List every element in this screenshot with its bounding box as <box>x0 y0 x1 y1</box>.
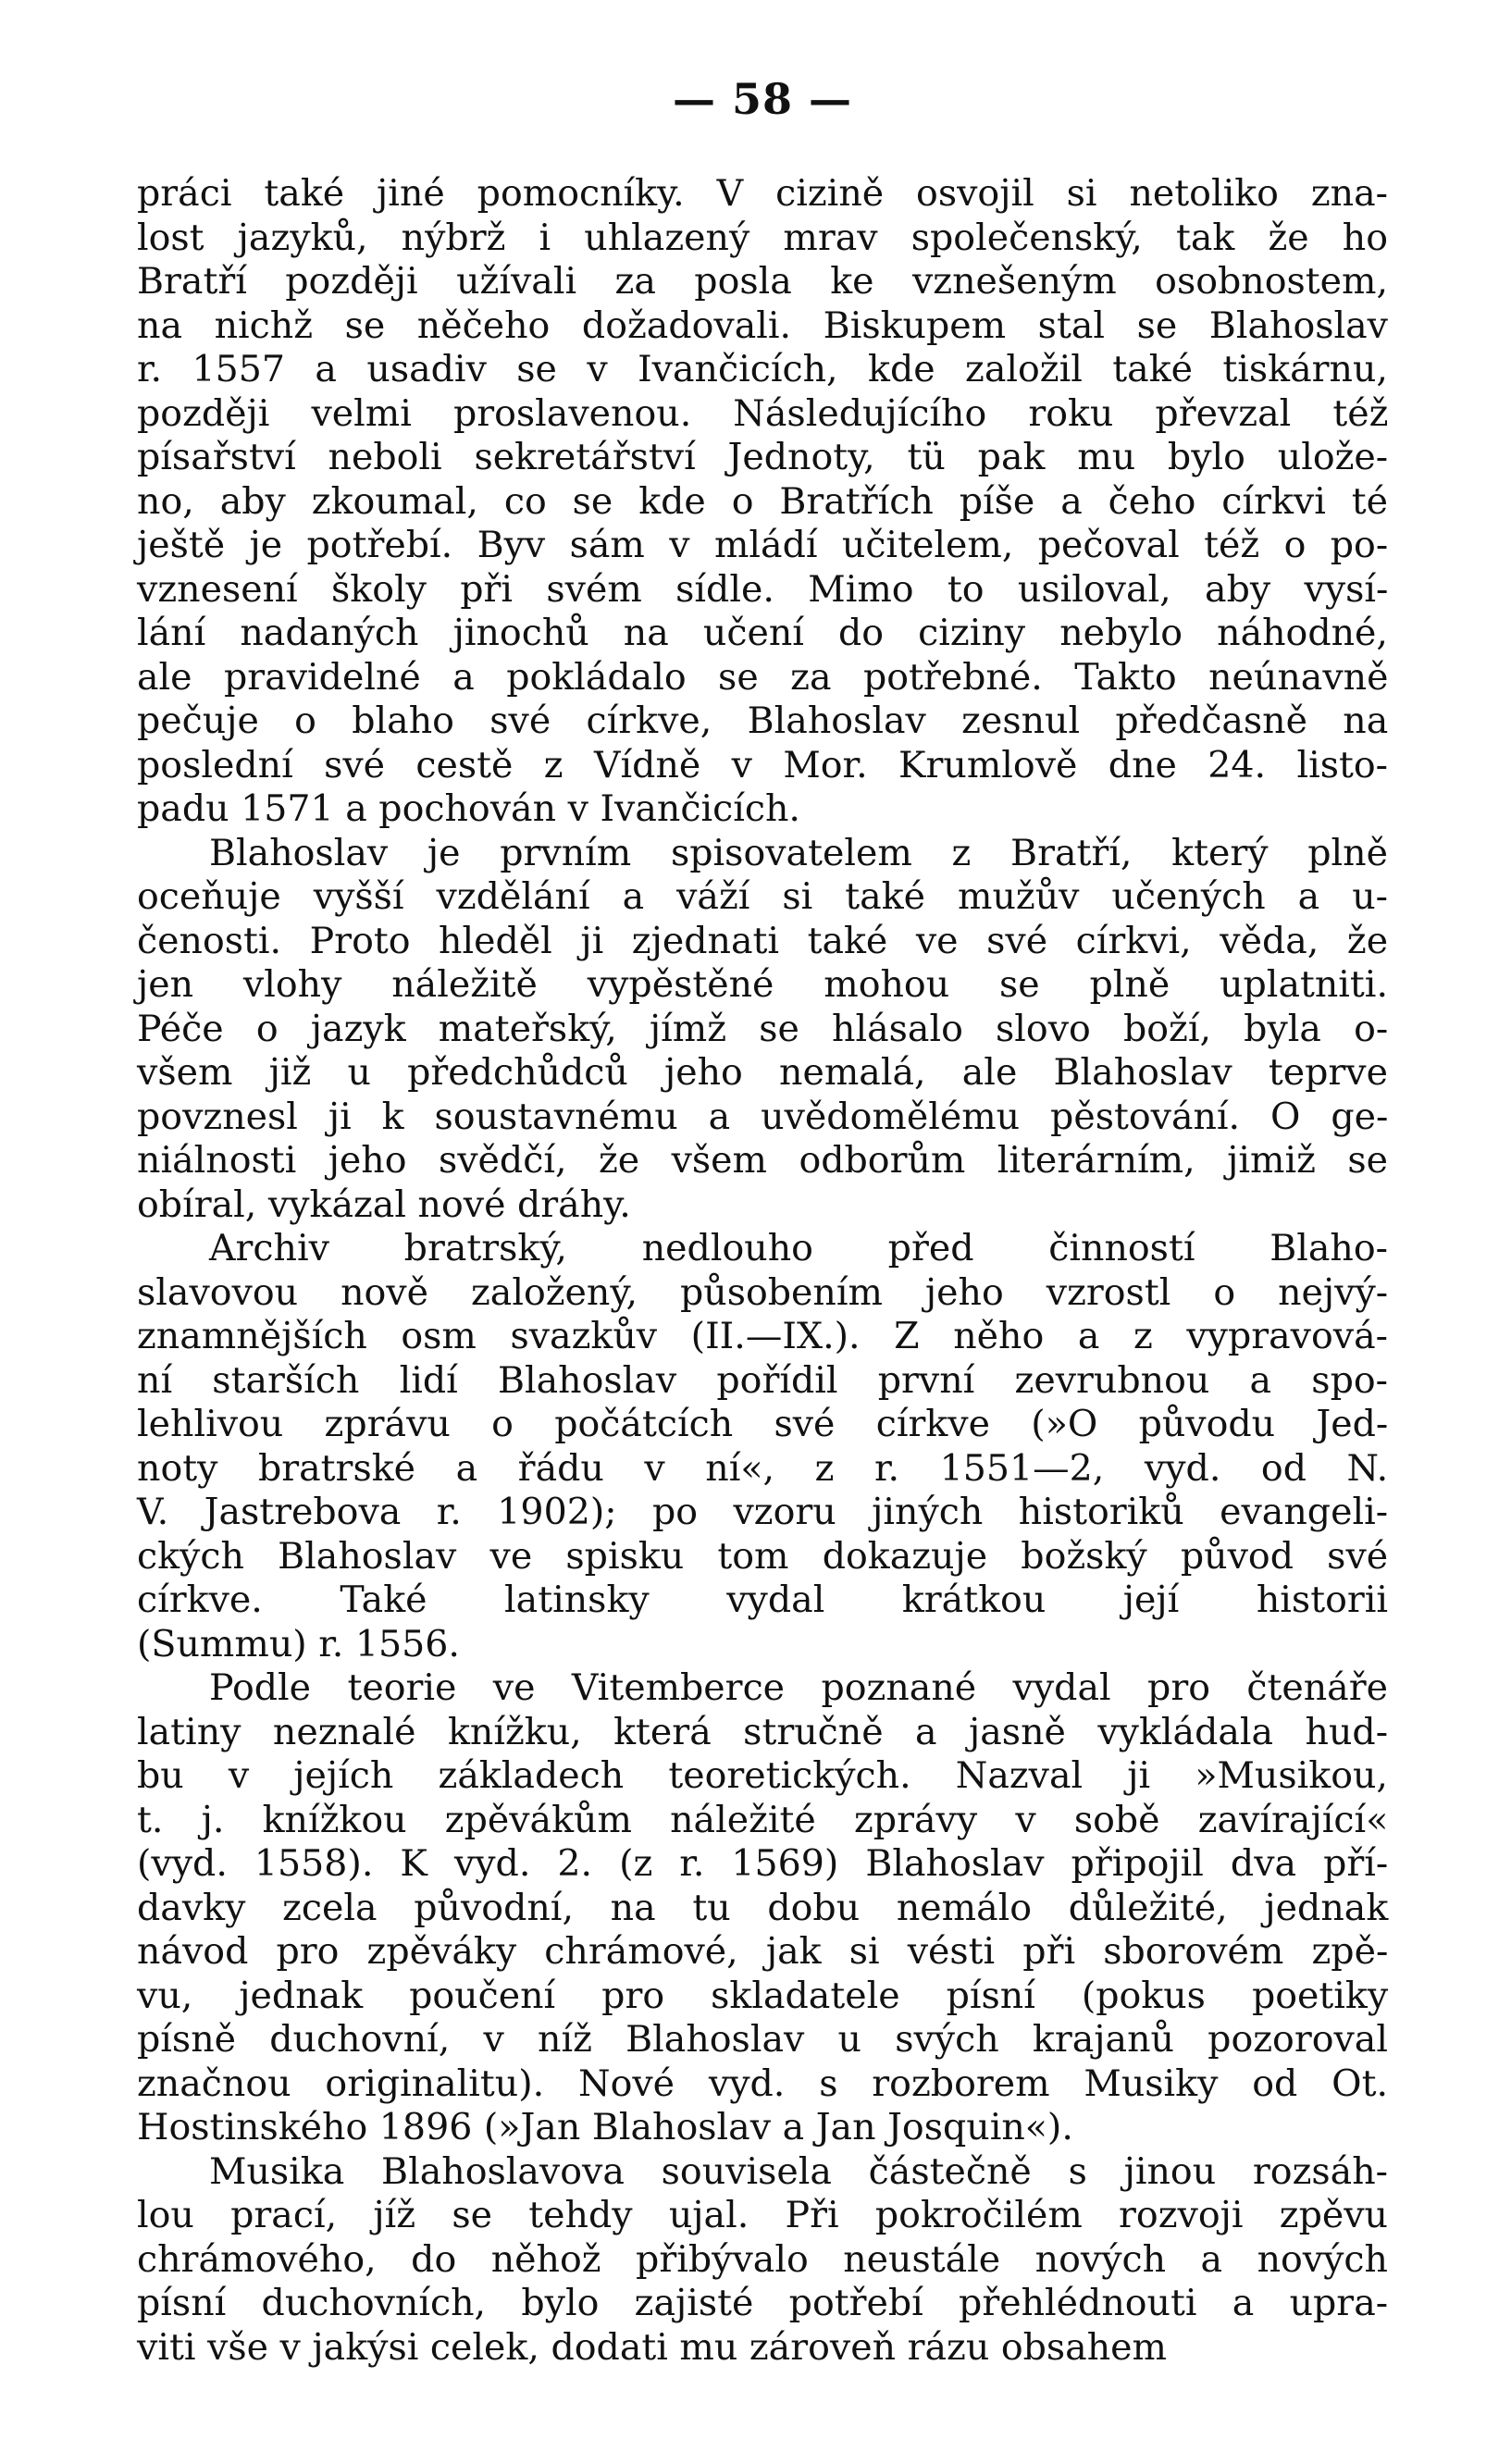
text-line: ckých Blahoslav ve spisku tom dokazuje božský původ své <box>137 1534 1389 1578</box>
text-line: Archiv bratrský, nedlouho před činností Blaho- <box>209 1227 1388 1269</box>
text-line: niálnosti jeho svědčí, že všem odborům literárním, jimiž se <box>137 1139 1388 1182</box>
paragraph <box>137 1666 1388 2150</box>
text-line: Bratří později užívali za posla ke vznešeným osobnostem, <box>137 260 1389 303</box>
paragraph <box>137 2150 1388 2371</box>
text-line: lost jazyků, nýbrž i uhlazený mrav společenský, tak že ho <box>137 216 1388 259</box>
text-line: t. j. knížkou zpěvákům náležité zprávy v sobě zavírající« <box>137 1798 1389 1841</box>
text-line: vznesení školy při svém sídle. Mimo to usiloval, aby vysí- <box>137 567 1389 611</box>
text-line: Péče o jazyk mateřský, jímž se hlásalo slovo boží, byla o- <box>137 1007 1389 1050</box>
text-line: pečuje o blaho své církve, Blahoslav zesnul předčasně na <box>137 700 1389 742</box>
text-line: viti vše v jakýsi celek, dodati mu zároveň rázu obsahem <box>137 2325 1167 2369</box>
text-line: noty bratrské a řádu v ní«, z r. 1551—2, vyd. od N. <box>137 1446 1389 1490</box>
paragraph <box>137 1227 1388 1666</box>
text-line: bu v jejích základech teoretických. Nazval ji »Musikou, <box>137 1754 1388 1797</box>
text-line: r. 1557 a usadiv se v Ivančicích, kde založil také tiskárnu, <box>137 348 1388 390</box>
page-number: — 58 — <box>672 74 853 124</box>
text-line: (Summu) r. 1556. <box>137 1622 460 1665</box>
text-line: davky zcela původní, na tu dobu nemálo důležité, jednak <box>137 1886 1389 1929</box>
text-line: písařství neboli sekretářství Jednoty, tü pak mu bylo ulože- <box>137 436 1389 478</box>
text-line: ještě je potřebí. Byv sám v mládí učitelem, pečoval též o po- <box>137 524 1389 566</box>
paragraph <box>137 832 1388 1228</box>
text-line: obíral, vykázal nové dráhy. <box>137 1182 631 1226</box>
text-line: vu, jednak poučení pro skladatele písní (pokus poetiky <box>137 1974 1389 2017</box>
text-line: návod pro zpěváky chrámové, jak si vésti při sborovém zpě- <box>137 1930 1389 1973</box>
paragraph <box>137 172 1388 832</box>
text-line: lání nadaných jinochů na učení do ciziny nebylo náhodné, <box>137 612 1388 654</box>
text-line: církve. Také latinsky vydal krátkou její historii <box>137 1579 1388 1621</box>
text-line: na nichž se něčeho dožadovali. Biskupem stal se Blahoslav <box>137 303 1388 347</box>
text-line: (vyd. 1558). K vyd. 2. (z r. 1569) Blahoslav připojil dva pří- <box>137 1842 1389 1885</box>
text-line: slavovou nově založený, působením jeho vzrostl o nejvý- <box>137 1270 1389 1314</box>
text-line: později velmi proslavenou. Následujícího roku převzal též <box>137 391 1389 435</box>
text-line: lou prací, jíž se tehdy ujal. Při pokročilém rozvoji zpěvu <box>137 2194 1388 2236</box>
text-line: poslední své cestě z Vídně v Mor. Krumlově dne 24. listo- <box>137 743 1388 786</box>
text-line: padu 1571 a pochován v Ivančicích. <box>137 787 800 830</box>
text-line: oceňuje vyšší vzdělání a váží si také mužův učených a u- <box>137 875 1388 918</box>
text-line: značnou originalitu). Nové vyd. s rozborem Musiky od Ot. <box>137 2062 1388 2105</box>
text-line: čenosti. Proto hleděl ji zjednati také ve své církvi, věda, že <box>137 919 1389 962</box>
book-page <box>137 74 1388 2370</box>
text-line: Hostinského 1896 (»Jan Blahoslav a Jan Josquin«). <box>137 2106 1073 2148</box>
text-line: no, aby zkoumal, co se kde o Bratřích píše a čeho církvi té <box>137 479 1388 523</box>
text-line: Blahoslav je prvním spisovatelem z Bratří, který plně <box>209 831 1388 874</box>
text-line: práci také jiné pomocníky. V cizině osvojil si netoliko zna- <box>137 172 1388 215</box>
text-line: latiny neznalé knížku, která stručně a jasně vykládala hud- <box>137 1710 1389 1753</box>
text-line: povznesl ji k soustavnému a uvědomělému pěstování. O ge- <box>137 1095 1389 1138</box>
text-line: ní starších lidí Blahoslav pořídil první zevrubnou a spo- <box>137 1358 1388 1402</box>
text-line: V. Jastrebova r. 1902); po vzoru jiných historiků evangeli- <box>137 1491 1389 1533</box>
text-line: ale pravidelné a pokládalo se za potřebné. Takto neúnavně <box>137 655 1389 699</box>
text-line: znamnějších osm svazkův (II.—IX.). Z něho a z vypravová- <box>137 1315 1388 1357</box>
text-line: Musika Blahoslavova souvisela částečně s jinou rozsáh- <box>209 2149 1388 2193</box>
text-line: chrámového, do něhož přibývalo neustále nových a nových <box>137 2237 1388 2281</box>
text-line: písně duchovní, v níž Blahoslav u svých krajanů pozoroval <box>137 2018 1388 2061</box>
text-line: Podle teorie ve Vitemberce poznané vydal pro čtenáře <box>209 1666 1388 1709</box>
text-line: všem již u předchůdců jeho nemalá, ale Blahoslav teprve <box>137 1051 1388 1094</box>
body-text <box>137 172 1388 2370</box>
text-line: jen vlohy náležitě vypěstěné mohou se plně uplatniti. <box>137 963 1388 1006</box>
text-line: písní duchovních, bylo zajisté potřebí přehlédnouti a upra- <box>137 2282 1389 2324</box>
text-line: lehlivou zprávu o počátcích své církve (»O původu Jed- <box>137 1403 1389 1445</box>
